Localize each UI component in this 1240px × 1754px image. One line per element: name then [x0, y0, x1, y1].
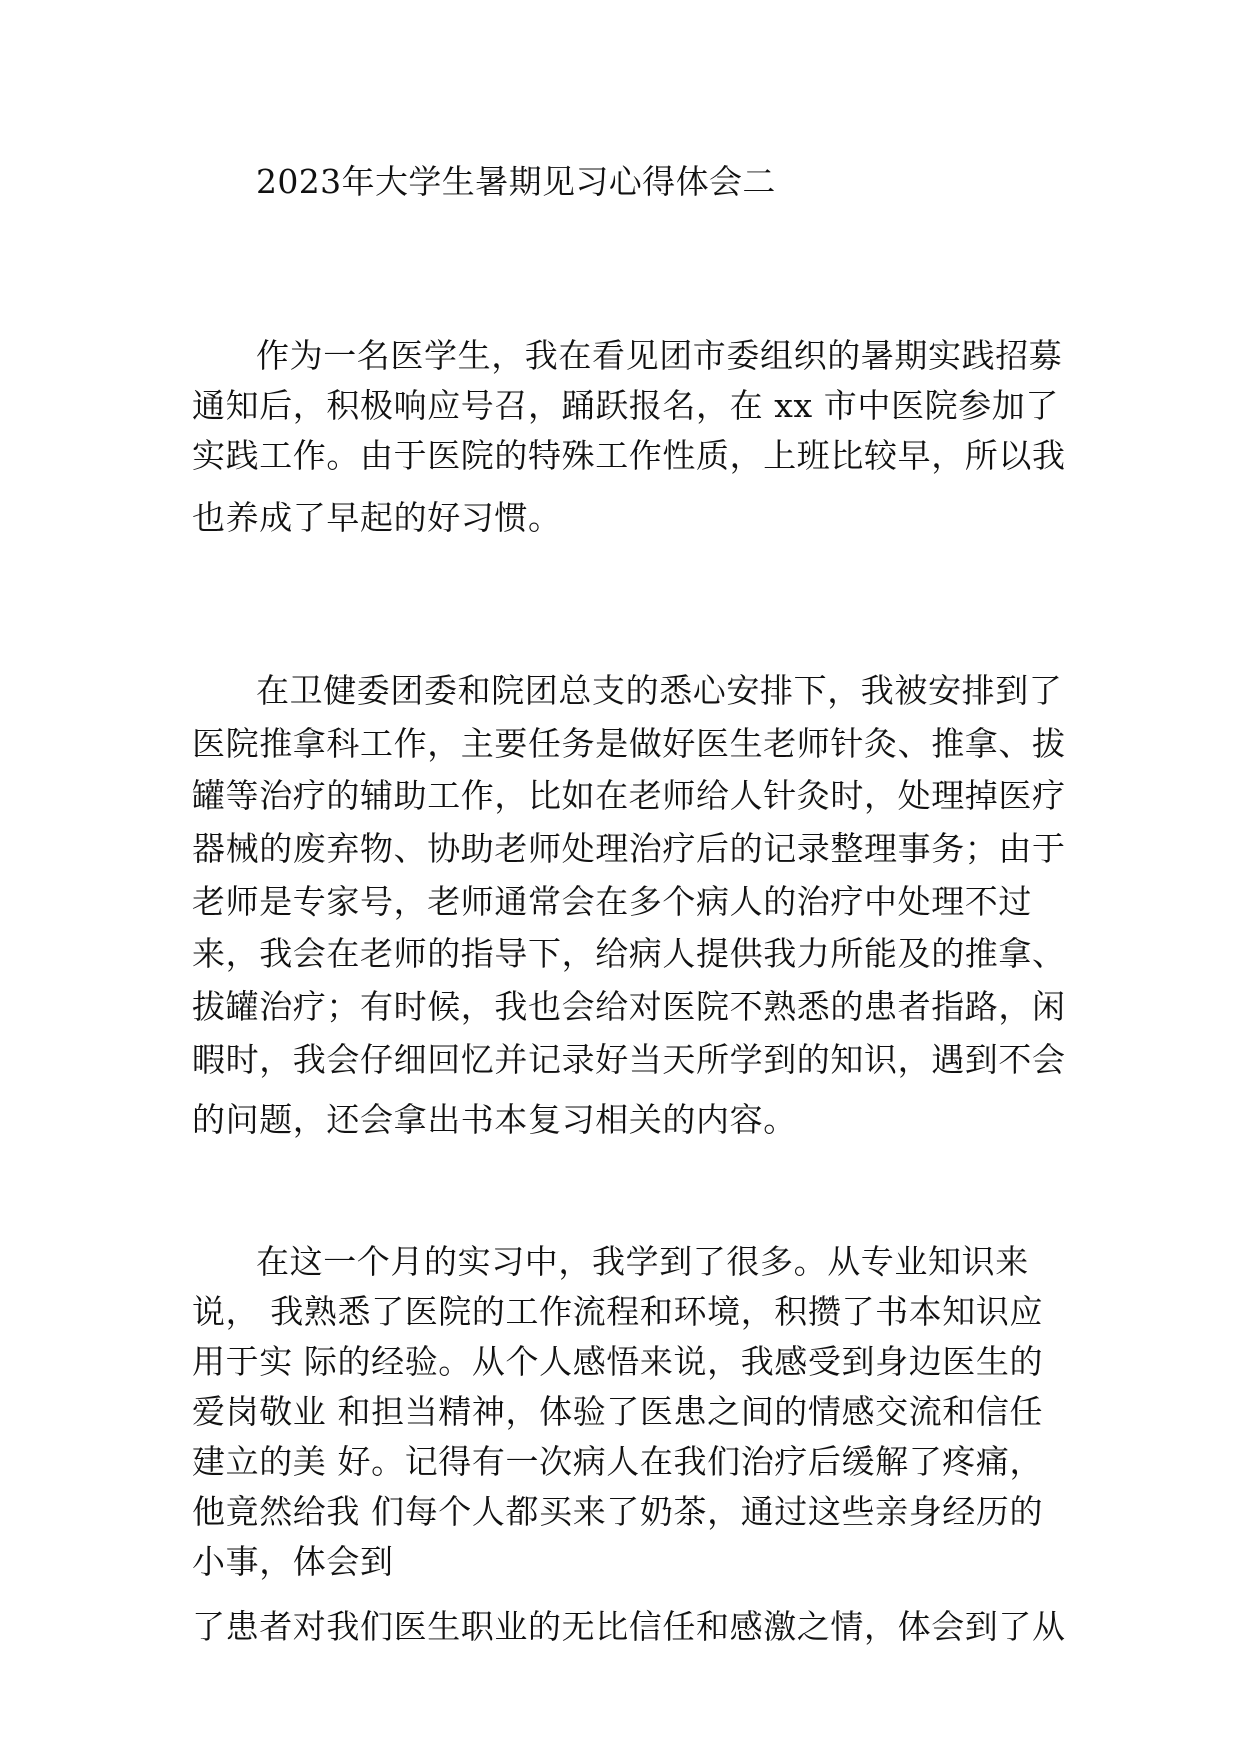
paragraph-2-line-5: 老师是专家号，老师通常会在多个病人的治疗中处理不过 [192, 882, 1032, 921]
paragraph-3-line-6: 他竟然给我 们每个人都买来了奶茶，通过这些亲身经历的 [192, 1492, 1044, 1531]
paragraph-2-line-6: 来，我会在老师的指导下，给病人提供我力所能及的推拿、 [192, 934, 1066, 973]
paragraph-2-line-8: 暇时，我会仔细回忆并记录好当天所学到的知识，遇到不会 [192, 1040, 1066, 1079]
paragraph-3-line-3: 用于实 际的经验。从个人感悟来说，我感受到身边医生的 [192, 1342, 1044, 1381]
paragraph-2-line-1: 在卫健委团委和院团总支的悉心安排下，我被安排到了 [256, 671, 1063, 710]
paragraph-2-line-2: 医院推拿科工作，主要任务是做好医生老师针灸、推拿、拔 [192, 724, 1066, 763]
paragraph-1-line-3: 实践工作。由于医院的特殊工作性质，上班比较早，所以我 [192, 436, 1066, 475]
paragraph-3-line-5: 建立的美 好。记得有一次病人在我们治疗后缓解了疼痛， [192, 1442, 1044, 1481]
document-title: 2023年大学生暑期见习心得体会二 [256, 162, 776, 201]
paragraph-2-line-3: 罐等治疗的辅助工作，比如在老师给人针灸时，处理掉医疗 [192, 776, 1066, 815]
paragraph-2-line-7: 拔罐治疗；有时候，我也会给对医院不熟悉的患者指路，闲 [192, 987, 1066, 1026]
paragraph-1-line-1: 作为一名医学生，我在看见团市委组织的暑期实践招募 [256, 336, 1063, 375]
paragraph-3-line-7: 小事，体会到 [192, 1542, 394, 1581]
paragraph-3-line-1: 在这一个月的实习中，我学到了很多。从专业知识来 [256, 1242, 1029, 1281]
paragraph-1-line-4: 也养成了早起的好习惯。 [192, 498, 562, 537]
paragraph-3-line-2: 说， 我熟悉了医院的工作流程和环境，积攒了书本知识应 [192, 1292, 1044, 1331]
paragraph-3-line-4: 爱岗敬业 和担当精神，体验了医患之间的情感交流和信任 [192, 1392, 1044, 1431]
paragraph-1-line-2: 通知后，积极响应号召，踊跃报名，在 xx 市中医院参加了 [192, 386, 1060, 425]
paragraph-2-line-4: 器械的废弃物、协助老师处理治疗后的记录整理事务；由于 [192, 829, 1066, 868]
paragraph-2-line-9: 的问题，还会拿出书本复习相关的内容。 [192, 1100, 797, 1139]
paragraph-3-line-8: 了患者对我们医生职业的无比信任和感激之情，体会到了从 [192, 1607, 1066, 1646]
